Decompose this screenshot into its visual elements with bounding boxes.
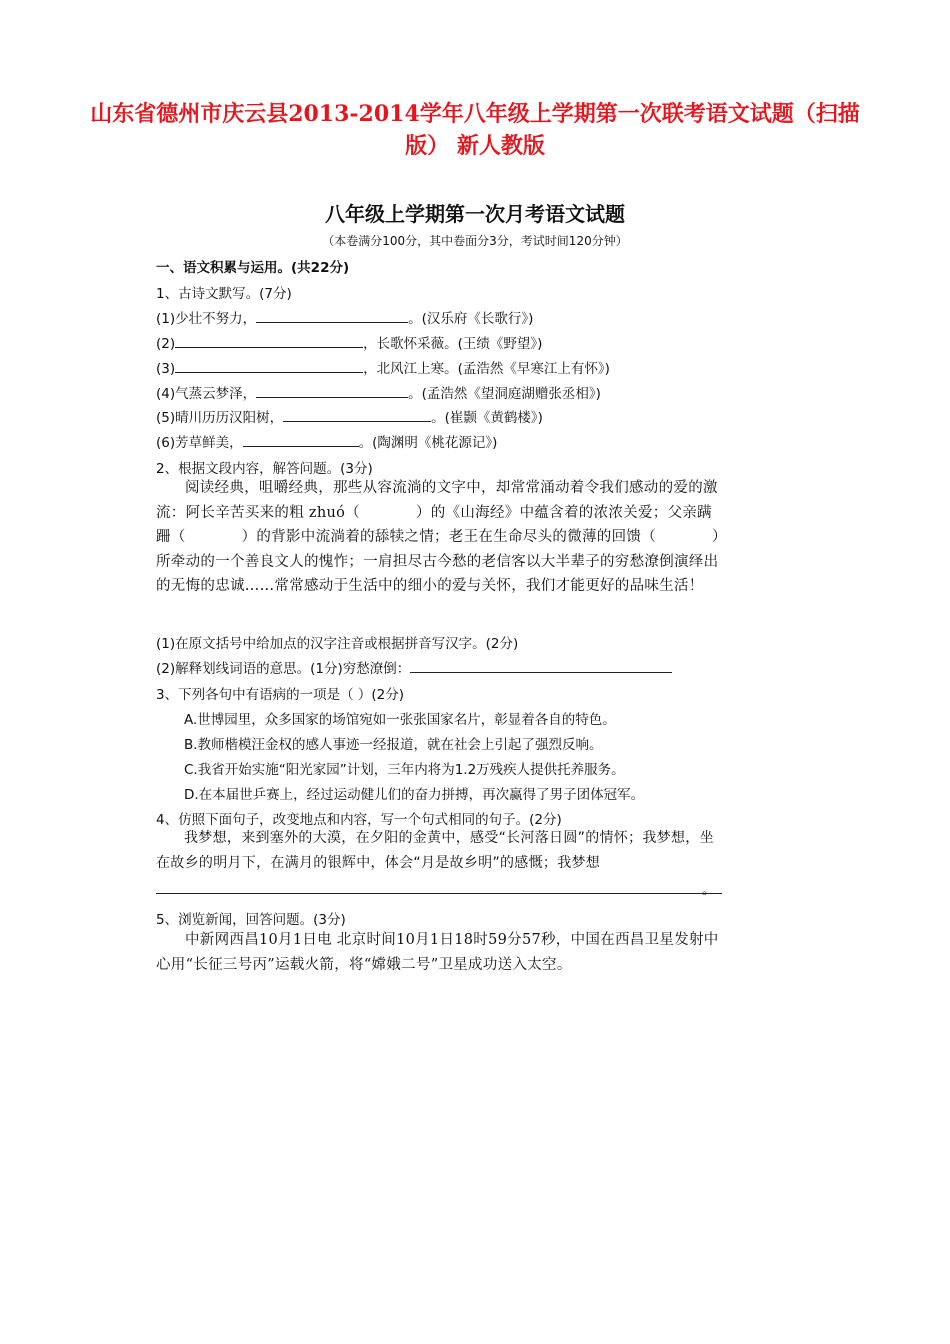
answer-blank[interactable] bbox=[410, 658, 672, 673]
item-prefix: (1)少壮不努力， bbox=[156, 311, 257, 327]
question-1-item bbox=[156, 406, 543, 426]
exam-subtitle: （本卷满分100分，其中卷面分3分，考试时间120分钟） bbox=[322, 234, 628, 248]
item-source: ，长歌怀采薇。(王绩《野望》) bbox=[363, 336, 543, 352]
question-1-item bbox=[156, 382, 601, 402]
answer-blank[interactable] bbox=[256, 383, 408, 398]
question-4-text bbox=[156, 826, 722, 875]
question-3-heading: 3、下列各句中有语病的一项是（ ）(2分) bbox=[156, 687, 405, 703]
answer-end-mark: 。 bbox=[702, 882, 716, 898]
passage-text: 阅读经典，咀嚼经典，那些从容流淌的文字中，却常常涌动着令我们感动的爱的激流：阿长辛苦买来的粗 zhuó（ bbox=[156, 480, 718, 521]
item-source: 。(陶渊明《桃花源记》) bbox=[358, 435, 498, 451]
reading-passage bbox=[156, 476, 722, 599]
answer-blank[interactable] bbox=[283, 407, 431, 422]
item-prefix: (2) bbox=[156, 336, 176, 352]
exam-title: 八年级上学期第一次月考语文试题 bbox=[325, 202, 625, 226]
section-heading: 一、语文积累与运用。(共22分) bbox=[156, 260, 350, 276]
item-source: 。(孟浩然《望洞庭湖赠张丞相》) bbox=[408, 386, 601, 402]
question-1-item bbox=[156, 431, 497, 451]
answer-blank[interactable] bbox=[175, 333, 363, 348]
passage-text: ）所牵动的一个善良文人的愧怍；一肩担尽古今愁的老信客以大半辈子的穷愁潦倒演绎出的无悔的忠诚……常常感动于生活中的细小的爱与关怀，我们才能更好的品味生活！ bbox=[156, 529, 720, 595]
item-prefix: (3) bbox=[156, 361, 176, 377]
news-passage bbox=[156, 928, 722, 977]
passage-text: ）的背影中流淌着的舔犊之情；老王在生命尽头的微薄的回馈（ bbox=[241, 529, 657, 546]
sub-question-text: (2)解释划线词语的意思。(1分)穷愁潦倒： bbox=[156, 661, 411, 677]
example-sentence: 我梦想，来到塞外的大漠，在夕阳的金黄中，感受“长河落日圆”的情怀；我梦想，坐在故乡的明月下，在满月的银辉中，体会“月是故乡明”的感慨；我梦想 bbox=[156, 830, 714, 871]
item-prefix: (6)芳草鲜美， bbox=[156, 435, 243, 451]
item-source: 。(汉乐府《长歌行》) bbox=[408, 311, 534, 327]
option-b[interactable]: B.教师楷模汪金权的感人事迹一经报道，就在社会上引起了强烈反响。 bbox=[184, 737, 603, 753]
question-2-sub-1: (1)在原文括号中给加点的汉字注音或根据拼音写汉字。(2分) bbox=[156, 636, 519, 652]
passage-text: ）的《山海经》中蕴含着的浓浓关爱；父亲蹒跚（ bbox=[156, 504, 712, 546]
question-5-heading: 5、浏览新闻，回答问题。(3分) bbox=[156, 912, 346, 928]
question-1-item bbox=[156, 332, 542, 352]
document-title: 山东省德州市庆云县2013-2014学年八年级上学期第一次联考语文试题（扫描版） 新人教版 bbox=[90, 101, 860, 159]
item-prefix: (5)晴川历历汉阳树， bbox=[156, 410, 284, 426]
option-d[interactable]: D.在本届世乒赛上，经过运动健儿们的奋力拼搏，再次赢得了男子团体冠军。 bbox=[184, 787, 645, 803]
option-c[interactable]: C.我省开始实施“阳光家园”计划，三年内将为1.2万残疾人提供托养服务。 bbox=[184, 762, 625, 778]
news-text: 中新网西昌10月1日电 北京时间10月1日18时59分57秒，中国在西昌卫星发射中心用“长征三号丙”运载火箭，将“嫦娥二号”卫星成功送入太空。 bbox=[156, 932, 719, 973]
answer-line[interactable] bbox=[156, 893, 722, 894]
question-2-sub-2 bbox=[156, 657, 672, 677]
item-prefix: (4)气蒸云梦泽， bbox=[156, 386, 257, 402]
answer-blank[interactable] bbox=[175, 358, 363, 373]
question-1-item bbox=[156, 307, 533, 327]
item-source: ，北风江上寒。(孟浩然《早寒江上有怀》) bbox=[363, 361, 610, 377]
option-a[interactable]: A.世博园里，众多国家的场馆宛如一张张国家名片，彰显着各自的特色。 bbox=[184, 712, 616, 728]
question-2-heading: 2、根据文段内容，解答问题。(3分) bbox=[156, 461, 373, 477]
answer-blank[interactable] bbox=[256, 308, 408, 323]
answer-blank[interactable] bbox=[243, 432, 359, 447]
question-1-heading: 1、古诗文默写。(7分) bbox=[156, 286, 292, 302]
question-4-heading: 4、仿照下面句子，改变地点和内容，写一个句式相同的句子。(2分) bbox=[156, 812, 562, 828]
question-1-item bbox=[156, 357, 610, 377]
item-source: 。(崔颢《黄鹤楼》) bbox=[431, 410, 543, 426]
